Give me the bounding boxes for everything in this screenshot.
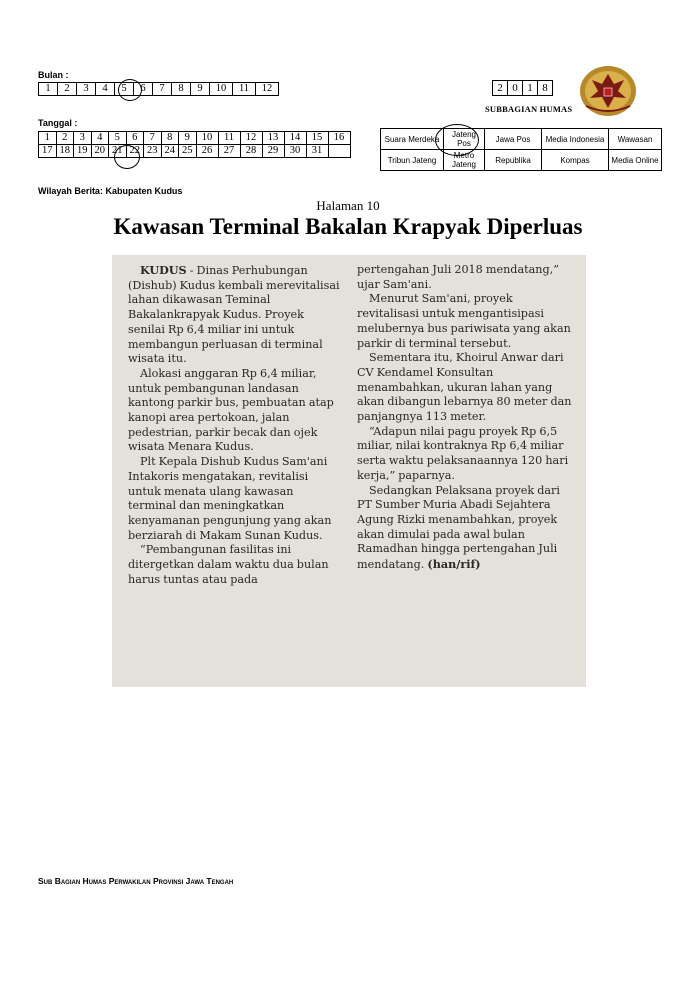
tgl-row2-cell: 25: [179, 145, 197, 158]
media-metro-jateng: Metro Jateng: [444, 150, 485, 171]
bulan-row-cell: 6: [134, 83, 153, 96]
bulan-selected-circle: [118, 79, 142, 101]
tgl-row2-cell: 28: [240, 145, 262, 158]
tgl-row2-cell: 22: [126, 145, 144, 158]
tgl-row1-cell: 4: [91, 132, 109, 145]
tgl-row1-cell: 3: [74, 132, 92, 145]
article-paragraph: Sedangkan Pelaksana proyek dari PT Sumber Muria Abadi Sejahtera Agung Rizki menambahkan, proyek akan dimulai pada awal bulan Ramadhan hingga pertengahan Juli mendatang.: [357, 483, 560, 572]
tanggal-grid: [38, 131, 351, 158]
tgl-row1-cell: 14: [284, 132, 306, 145]
tgl-row1-cell: 9: [179, 132, 197, 145]
tgl-row1-cell: 11: [218, 132, 240, 145]
tgl-row1-cell: 2: [56, 132, 74, 145]
article-byline: (han/rif): [427, 557, 481, 572]
tgl-row1-cell: 6: [126, 132, 144, 145]
year-box: [492, 80, 553, 96]
article-paragraph: Alokasi anggaran Rp 6,4 miliar, untuk pembangunan landasan kantong parkir bus, pembuatan atap kanopi area pertokoan, jalan pedestrian, parkir becak dan ojek wisata Menara Kudus.: [128, 366, 334, 454]
bulan-row-cell: 1: [39, 83, 58, 96]
article-paragraph: Plt Kepala Dishub Kudus Sam'ani Intakoris mengatakan, revitalisi untuk menata ulang kawasan terminal dan meningkatkan kenyamanan pengunjung yang akan berziarah di Makam Sunan Kudus.: [128, 455, 332, 542]
tgl-row2-cell: 20: [91, 145, 109, 158]
media-kompas: Kompas: [542, 150, 609, 171]
year-row-cell: 0: [508, 81, 523, 96]
bulan-row-cell: 10: [210, 83, 233, 96]
tanggal-selected-circle: [114, 145, 140, 169]
media-online: Media Online: [609, 150, 662, 171]
tgl-row1-cell: 1: [39, 132, 57, 145]
year-row-cell: 8: [538, 81, 553, 96]
bulan-row-cell: 11: [233, 83, 256, 96]
article-paragraph: pertengahan Juli 2018 mendatang,” ujar Sam'ani.: [357, 263, 559, 291]
bulan-row-cell: 5: [115, 83, 134, 96]
article-title: Kawasan Terminal Bakalan Krapyak Diperluas: [113, 214, 583, 239]
wilayah-berita: Wilayah Berita: Kabupaten Kudus: [38, 186, 183, 196]
tgl-row1-cell: 12: [240, 132, 262, 145]
media-republika: Republika: [485, 150, 542, 171]
tgl-row2-cell: 30: [284, 145, 306, 158]
bulan-row-cell: 2: [58, 83, 77, 96]
article-column-left: [128, 263, 343, 587]
page-number: Halaman 10: [316, 198, 380, 213]
tgl-row2-cell: 24: [161, 145, 179, 158]
subbagian-humas: SUBBAGIAN HUMAS: [485, 104, 573, 114]
media-jawa-pos: Jawa Pos: [485, 129, 542, 150]
tgl-row1-cell: 10: [196, 132, 218, 145]
tgl-row2-cell: 26: [196, 145, 218, 158]
bulan-label: Bulan :: [38, 70, 69, 80]
article-column-right: [357, 263, 572, 573]
year-row-cell: 2: [493, 81, 508, 96]
tgl-row2-cell: 23: [144, 145, 162, 158]
tgl-row2-cell: 18: [56, 145, 74, 158]
garuda-emblem-icon: [578, 64, 638, 118]
tgl-row1-cell: 13: [262, 132, 284, 145]
tgl-row2-cell: 17: [39, 145, 57, 158]
tgl-row2-cell: 29: [262, 145, 284, 158]
media-suara-merdeka: Suara Merdeka: [381, 129, 444, 150]
article-paragraph: Sementara itu, Khoirul Anwar dari CV Kendamel Konsultan menambahkan, ukuran lahan yang akan dibangun lebarnya 80 meter dan panjangnya 113 meter.: [357, 351, 572, 424]
bulan-row-cell: 7: [153, 83, 172, 96]
tgl-row1-cell: 15: [306, 132, 328, 145]
tgl-row2-cell: 19: [74, 145, 92, 158]
tgl-row2-cell: 27: [218, 145, 240, 158]
media-table: [380, 128, 662, 171]
media-selected-circle: [435, 124, 479, 156]
article-dateline: KUDUS: [140, 263, 187, 277]
bulan-row-cell: 3: [77, 83, 96, 96]
article-paragraph: “Adapun nilai pagu proyek Rp 6,5 miliar, nilai kontraknya Rp 6,4 miliar serta waktu pelaksanaannya 120 hari kerja,” paparnya.: [357, 424, 569, 482]
tanggal-label: Tanggal :: [38, 118, 78, 128]
tgl-row2-cell: 21: [109, 145, 127, 158]
tgl-row2-cell: 31: [306, 145, 328, 158]
article-paragraph: Menurut Sam'ani, proyek revitalisasi untuk mengantisipasi melubernya bus pariwisata yang akan parkir di terminal tersebut.: [357, 292, 571, 350]
footer-text: Sub Bagian Humas Perwakilan Provinsi Jawa Tengah: [38, 876, 234, 886]
bulan-row-cell: 4: [96, 83, 115, 96]
article-paragraph: - Dinas Perhubungan (Dishub) Kudus kembali merevitalisai lahan dikawasan Teminal Bakalankrapyak Kudus. Proyek senilai Rp 6,4 miliar ini untuk membangun perluasan di terminal wisata itu.: [128, 264, 340, 366]
article-paragraph: “Pembangunan fasilitas ini ditergetkan dalam waktu dua bulan harus tuntas atau pada: [128, 543, 329, 586]
tgl-row1-cell: 16: [328, 132, 350, 145]
bulan-row-cell: 8: [172, 83, 191, 96]
newspaper-clipping: [112, 255, 586, 687]
bulan-row-cell: 12: [256, 83, 279, 96]
media-tribun-jateng: Tribun Jateng: [381, 150, 444, 171]
tgl-row1-cell: 5: [109, 132, 127, 145]
tgl-row1-cell: 7: [144, 132, 162, 145]
tgl-row2-cell: [328, 145, 350, 158]
media-media-indonesia: Media Indonesia: [542, 129, 609, 150]
year-row-cell: 1: [523, 81, 538, 96]
bulan-row-cell: 9: [191, 83, 210, 96]
bulan-grid: [38, 82, 279, 96]
tgl-row1-cell: 8: [161, 132, 179, 145]
media-wawasan: Wawasan: [609, 129, 662, 150]
media-jateng-pos: Jateng Pos: [444, 129, 485, 150]
